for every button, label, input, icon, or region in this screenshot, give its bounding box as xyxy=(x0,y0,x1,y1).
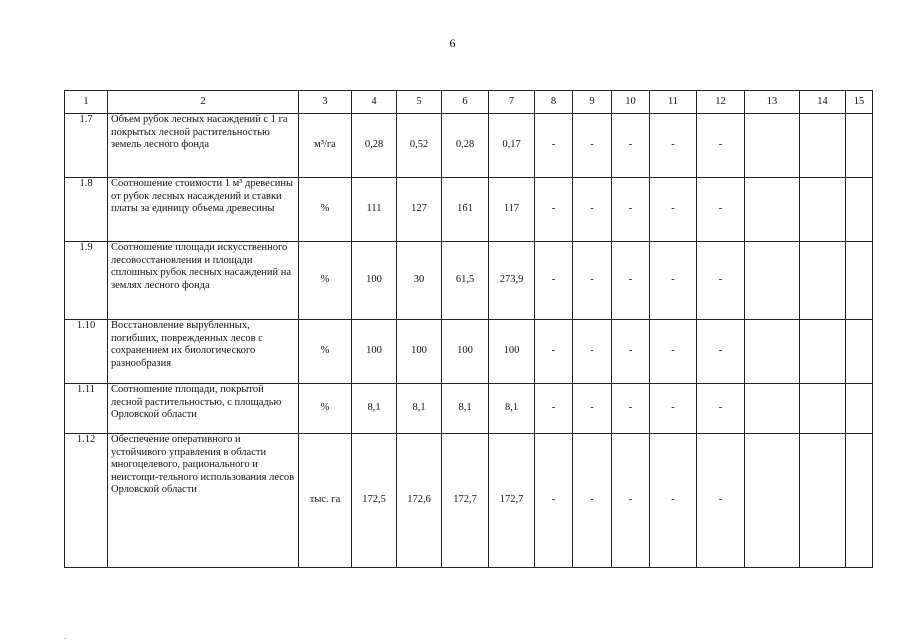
dash-cell: - xyxy=(612,242,650,320)
dash-cell: - xyxy=(697,434,745,568)
header-cell: 1 xyxy=(65,91,108,114)
unit-cell: % xyxy=(299,178,352,242)
value-cell: 0,17 xyxy=(489,114,535,178)
dash-cell: - xyxy=(650,242,697,320)
header-row xyxy=(65,91,873,114)
header-cell: 8 xyxy=(535,91,573,114)
dash-cell: - xyxy=(573,178,612,242)
table-row xyxy=(65,242,873,320)
value-cell: 61,5 xyxy=(442,242,489,320)
header-cell: 4 xyxy=(352,91,397,114)
row-number-cell: 1.7 xyxy=(65,114,108,178)
dash-cell: - xyxy=(697,384,745,434)
dash-cell: - xyxy=(535,114,573,178)
value-cell: 172,5 xyxy=(352,434,397,568)
value-cell: 172,6 xyxy=(397,434,442,568)
header-cell: 11 xyxy=(650,91,697,114)
value-cell: 172,7 xyxy=(442,434,489,568)
table-row xyxy=(65,320,873,384)
dash-cell: - xyxy=(650,320,697,384)
dash-cell: - xyxy=(535,434,573,568)
empty-cell xyxy=(800,384,846,434)
value-cell: 100 xyxy=(352,242,397,320)
header-cell: 3 xyxy=(299,91,352,114)
unit-cell: тыс. га xyxy=(299,434,352,568)
dash-cell: - xyxy=(650,434,697,568)
indicator-name-cell: Соотношение площади, покрытой лесной растительностью, с площадью Орловской области xyxy=(108,384,299,434)
unit-cell: % xyxy=(299,242,352,320)
dash-cell: - xyxy=(612,434,650,568)
dash-cell: - xyxy=(650,384,697,434)
dash-cell: - xyxy=(573,114,612,178)
dash-cell: - xyxy=(612,178,650,242)
dash-cell: - xyxy=(573,384,612,434)
empty-cell xyxy=(745,242,800,320)
dash-cell: - xyxy=(573,320,612,384)
dash-cell: - xyxy=(535,242,573,320)
indicators-table xyxy=(64,90,873,568)
page-number: 6 xyxy=(449,36,456,50)
dash-cell: - xyxy=(697,178,745,242)
value-cell: 111 xyxy=(352,178,397,242)
value-cell: 8,1 xyxy=(442,384,489,434)
indicator-name-cell: Восстановление вырубленных, погибших, поврежденных лесов с сохранением их биологического разнообразия xyxy=(108,320,299,384)
header-cell: 9 xyxy=(573,91,612,114)
table-row xyxy=(65,178,873,242)
indicator-name-cell: Обеспечение оперативного и устойчивого управления в области многоцелевого, рационального и неистощи-тельного использования лесов Орловской области xyxy=(108,434,299,568)
value-cell: 100 xyxy=(442,320,489,384)
empty-cell xyxy=(745,320,800,384)
value-cell: 30 xyxy=(397,242,442,320)
empty-cell xyxy=(846,434,873,568)
empty-cell xyxy=(745,114,800,178)
indicator-name-cell: Объем рубок лесных насаждений с 1 га покрытых лесной растительностью земель лесного фонда xyxy=(108,114,299,178)
dash-cell: - xyxy=(612,384,650,434)
row-number-cell: 1.8 xyxy=(65,178,108,242)
value-cell: 100 xyxy=(489,320,535,384)
header-cell: 10 xyxy=(612,91,650,114)
row-number-cell: 1.9 xyxy=(65,242,108,320)
header-cell: 15 xyxy=(846,91,873,114)
table-row xyxy=(65,434,873,568)
header-cell: 5 xyxy=(397,91,442,114)
header-cell: 7 xyxy=(489,91,535,114)
value-cell: 172,7 xyxy=(489,434,535,568)
table-body xyxy=(65,91,873,568)
table-row xyxy=(65,114,873,178)
value-cell: 100 xyxy=(352,320,397,384)
value-cell: 0,28 xyxy=(352,114,397,178)
empty-cell xyxy=(800,434,846,568)
value-cell: 117 xyxy=(489,178,535,242)
value-cell: 100 xyxy=(397,320,442,384)
row-number-cell: 1.11 xyxy=(65,384,108,434)
value-cell: 8,1 xyxy=(397,384,442,434)
header-cell: 2 xyxy=(108,91,299,114)
empty-cell xyxy=(745,384,800,434)
dash-cell: - xyxy=(697,114,745,178)
empty-cell xyxy=(846,178,873,242)
footer-mark: . xyxy=(64,632,66,641)
value-cell: 0,28 xyxy=(442,114,489,178)
value-cell: 273,9 xyxy=(489,242,535,320)
empty-cell xyxy=(800,242,846,320)
empty-cell xyxy=(846,242,873,320)
table-row xyxy=(65,384,873,434)
header-cell: 14 xyxy=(800,91,846,114)
empty-cell xyxy=(846,114,873,178)
value-cell: 161 xyxy=(442,178,489,242)
value-cell: 8,1 xyxy=(489,384,535,434)
row-number-cell: 1.12 xyxy=(65,434,108,568)
unit-cell: % xyxy=(299,384,352,434)
empty-cell xyxy=(745,178,800,242)
dash-cell: - xyxy=(535,384,573,434)
header-cell: 13 xyxy=(745,91,800,114)
dash-cell: - xyxy=(697,242,745,320)
value-cell: 8,1 xyxy=(352,384,397,434)
unit-cell: % xyxy=(299,320,352,384)
dash-cell: - xyxy=(573,434,612,568)
dash-cell: - xyxy=(573,242,612,320)
empty-cell xyxy=(800,320,846,384)
empty-cell xyxy=(846,320,873,384)
value-cell: 127 xyxy=(397,178,442,242)
dash-cell: - xyxy=(650,114,697,178)
dash-cell: - xyxy=(612,320,650,384)
header-cell: 12 xyxy=(697,91,745,114)
header-cell: 6 xyxy=(442,91,489,114)
unit-cell: м³/га xyxy=(299,114,352,178)
value-cell: 0,52 xyxy=(397,114,442,178)
empty-cell xyxy=(745,434,800,568)
indicator-name-cell: Соотношение стоимости 1 м³ древесины от рубок лесных насаждений и ставки платы за единицу объема древесины xyxy=(108,178,299,242)
dash-cell: - xyxy=(535,178,573,242)
empty-cell xyxy=(846,384,873,434)
dash-cell: - xyxy=(612,114,650,178)
row-number-cell: 1.10 xyxy=(65,320,108,384)
dash-cell: - xyxy=(697,320,745,384)
empty-cell xyxy=(800,178,846,242)
empty-cell xyxy=(800,114,846,178)
dash-cell: - xyxy=(535,320,573,384)
indicator-name-cell: Соотношение площади искусственного лесовосстановления и площади сплошных рубок лесных насаждений на землях лесного фонда xyxy=(108,242,299,320)
dash-cell: - xyxy=(650,178,697,242)
